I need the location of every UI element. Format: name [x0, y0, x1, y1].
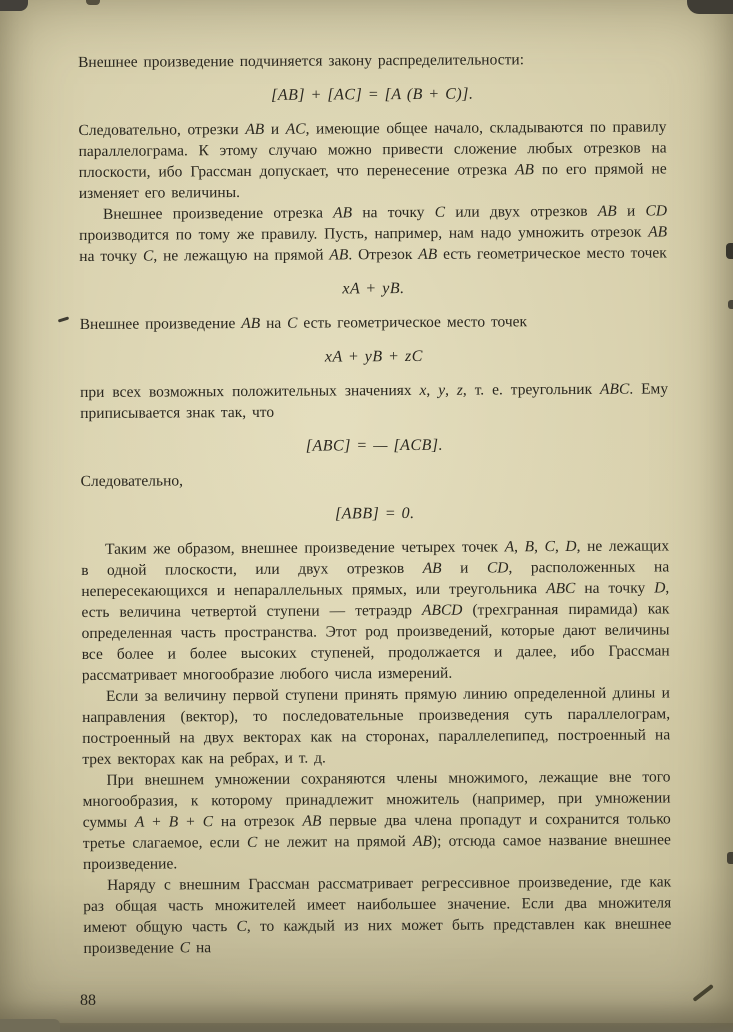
formula: [ABC] = — [ACB]. [305, 436, 444, 455]
paragraph: Наряду с внешним Грассман рассматривает регрессивное произведение, где как раз общая часть множителей имеет наибольшее значение. Если два множителя имеют общую часть C, то каждый из них может быть представлен как внешнее произведение C на [83, 873, 672, 957]
scan-artifact [726, 243, 733, 259]
page-number: 88 [80, 992, 96, 1009]
paragraph: Таким же образом, внешнее произведение четырех точек A, B, C, D, не лежащих в одной плоскости, или двух отрезков AB и CD, расположенных на непересекающихся и непараллельных прямых, или треугольника ABC на точку D, есть величина четвертой ступени — тетраэдр ABCD (трехгранная пирамида) как определенная часть пространства. Этот род произведений, которые дают величины все более и более высоких ступеней, продолжается и далее, ибо Грассман рассматривает многообразие любого числа измерений. [81, 537, 670, 684]
paragraph: Следовательно, [80, 472, 184, 490]
formula: [AB] + [AC] = [A (B + C)]. [271, 85, 474, 104]
scan-artifact [692, 983, 713, 1001]
formula: xA + yB + zC [324, 347, 423, 366]
scan-artifact [727, 852, 733, 864]
scan-artifact [687, 0, 733, 14]
scan-artifact [0, 0, 28, 11]
paragraph: Внешнее произведение отрезка AB на точку C или двух отрезков AB и CD производится по тому же правилу. Пусть, например, нам надо умножить отрезок AB на точку C, не лежащую на прямой AB. Отрезок AB есть геометрическое место точек [79, 202, 668, 265]
paragraph: При внешнем умножении сохраняются члены множимого, лежащие вне того многообразия, к которому принадлежит множитель (например, при умножении суммы A + B + C на отрезок AB первые два члена пропадут и сохранится только третье слагаемое, если C не лежит на прямой AB); отсюда самое название внешнее произведение. [82, 768, 671, 873]
scan-artifact [0, 1023, 733, 1032]
paragraph: Внешнее произведение AB на C есть геометрическое место точек [79, 313, 528, 333]
paragraph: Внешнее произведение подчиняется закону распределительности: [78, 51, 525, 71]
paragraph: Следовательно, отрезки AB и AC, имеющие общее начало, складываются по правилу параллелограма. К этому случаю можно привести сложение любых отрезков на плоскости, ибо Грассман допускает, что перенесение отрезка AB по его прямой не изменяет его величины. [78, 118, 667, 202]
scan-artifact [0, 1019, 60, 1032]
text-block [78, 48, 672, 959]
scan-artifact [86, 0, 100, 5]
formula: [ABB] = 0. [334, 504, 415, 523]
paragraph: при всех возможных положительных значениях x, y, z, т. е. треугольник ABC. Ему приписывается знак так, что [80, 380, 669, 422]
scan-artifact [728, 300, 733, 309]
paragraph: Если за величину первой ступени принять прямую линию определенной длины и направления (вектор), то последовательные произведения суть параллелограм, построенный на двух векторах как на сторонах, параллелепипед, построенный на трех векторах как на ребрах, и т. д. [82, 684, 671, 768]
formula: xA + yB. [342, 280, 405, 298]
scan-artifact [58, 316, 69, 322]
